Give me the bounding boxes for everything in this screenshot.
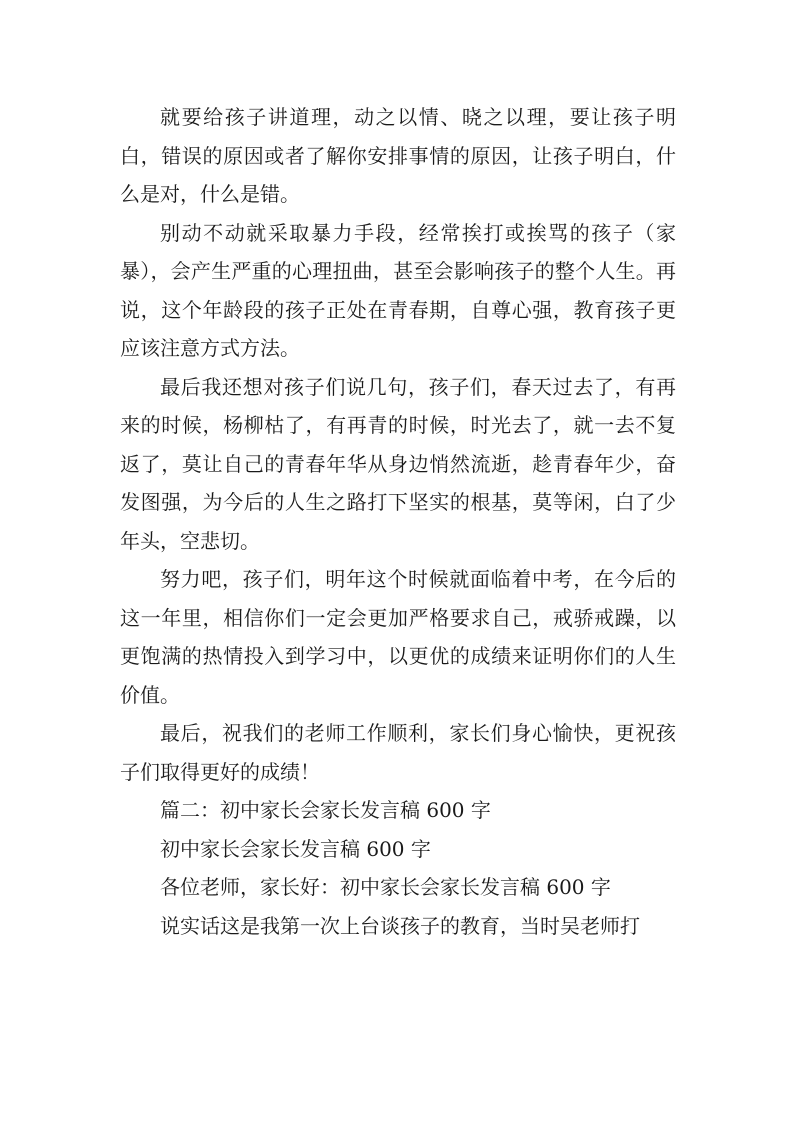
paragraph-encouragement: 努力吧，孩子们，明年这个时候就面临着中考，在今后的这一年里，相信你们一定会更加严格要求自己，戒骄戒躁，以更饱满的热情投入到学习中，以更优的成绩来证明你们的人生价值。 — [120, 567, 676, 707]
section-heading: 篇二：初中家长会家长发言稿 600 字 — [160, 798, 491, 822]
speech-greeting: 各位老师，家长好：初中家长会家长发言稿 600 字 — [160, 875, 611, 899]
paragraph-opening: 说实话这是我第一次上台谈孩子的教育，当时吴老师打 — [160, 913, 640, 938]
speech-title: 初中家长会家长发言稿 600 字 — [160, 836, 431, 861]
paragraph-closing-wishes: 最后，祝我们的老师工作顺利，家长们身心愉快，更祝孩子们取得更好的成绩！ — [120, 721, 676, 784]
paragraph-message-to-children: 最后我还想对孩子们说几句，孩子们，春天过去了，有再来的时候，杨柳枯了，有再青的时候，时光去了，就一去不复返了，莫让自己的青春年华从身边悄然流逝，趁青春年少，奋发图强，为今后的人生之路打下坚实的根基，莫等闲，白了少年头，空悲切。 — [120, 374, 676, 553]
paragraph-no-violence: 别动不动就采取暴力手段，经常挨打或挨骂的孩子（家暴），会产生严重的心理扭曲，甚至会影响孩子的整个人生。再说，这个年龄段的孩子正处在青春期，自尊心强，教育孩子更应该注意方式方法。 — [120, 220, 676, 360]
paragraph-reasoning: 就要给孩子讲道理，动之以情、晓之以理，要让孩子明白，错误的原因或者了解你安排事情的原因，让孩子明白，什么是对，什么是错。 — [120, 105, 676, 206]
document-body — [120, 98, 676, 945]
